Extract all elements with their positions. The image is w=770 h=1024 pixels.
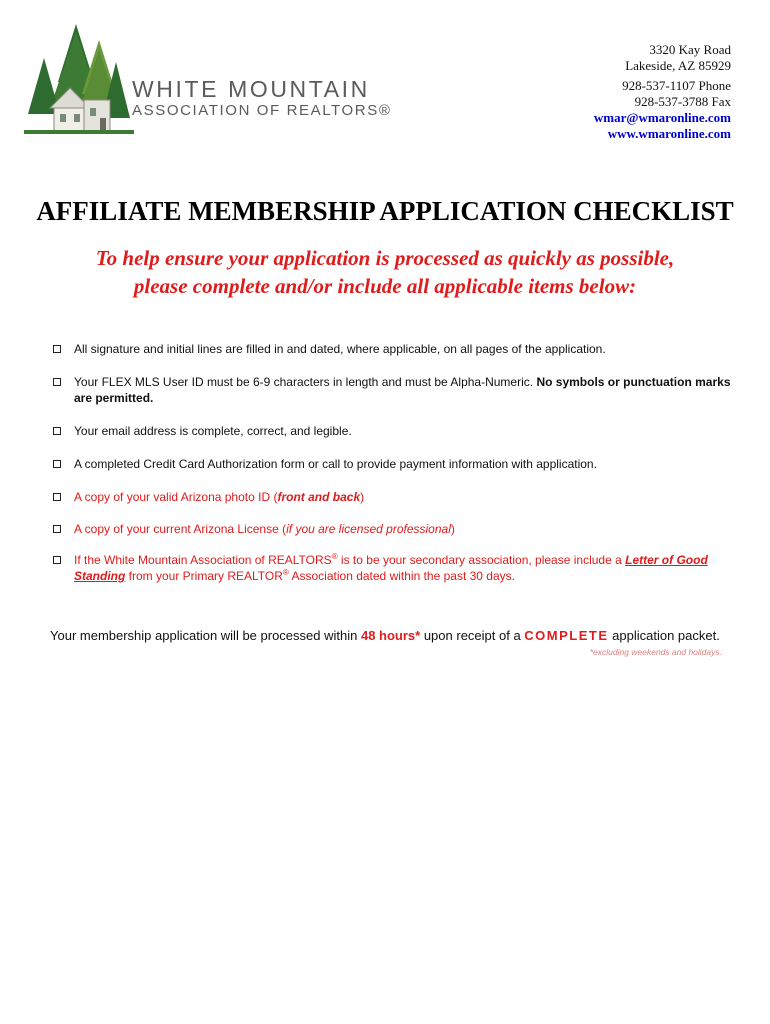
logo-line1: WHITE MOUNTAIN	[132, 76, 370, 102]
subtitle-line2: please complete and/or include all applicable items below:	[133, 274, 637, 298]
subtitle	[0, 244, 770, 300]
checklist-item-signatures	[50, 341, 750, 357]
checkbox-icon[interactable]	[53, 493, 61, 501]
item-text: A completed Credit Card Authorization form or call to provide payment information with application.	[74, 457, 597, 471]
footnote: *excluding weekends and holidays.	[589, 647, 722, 657]
checkbox-icon[interactable]	[53, 556, 61, 564]
item-text: All signature and initial lines are filled in and dated, where applicable, on all pages of the application.	[74, 342, 606, 356]
checkbox-icon[interactable]	[53, 460, 61, 468]
checklist-item-letter-of-good-standing	[50, 552, 750, 584]
contact-block	[594, 42, 731, 142]
item-text: Your FLEX MLS User ID must be 6-9 characters in length and must be Alpha-Numeric. No symbols or punctuation marks are permitted.	[74, 375, 731, 405]
street-address: 3320 Kay Road	[649, 42, 731, 57]
logo-line2: ASSOCIATION OF REALTORS®	[132, 102, 392, 119]
item-text: A copy of your current Arizona License (if you are licensed professional)	[74, 522, 455, 536]
checklist-item-photo-id	[50, 489, 750, 505]
checklist-item-flex-mls	[50, 374, 750, 406]
email-link[interactable]: wmar@wmaronline.com	[593, 110, 731, 125]
processing-note: Your membership application will be processed within 48 hours* upon receipt of a COMPLETE application packet.	[50, 628, 720, 643]
checkbox-icon[interactable]	[53, 345, 61, 353]
checkbox-icon[interactable]	[53, 427, 61, 435]
item-text: If the White Mountain Association of REALTORS® is to be your secondary association, please include a Letter of Good Standing from your Primary REALTOR® Association dated within the past 30 days.	[74, 552, 708, 583]
page-title: AFFILIATE MEMBERSHIP APPLICATION CHECKLIST	[36, 196, 734, 226]
item-text: A copy of your valid Arizona photo ID (front and back)	[74, 490, 365, 504]
checklist-item-credit-card	[50, 456, 750, 472]
checkbox-icon[interactable]	[53, 525, 61, 533]
tree-house-icon	[24, 22, 134, 138]
phone-number: 928-537-1107 Phone	[622, 78, 731, 93]
item-text: Your email address is complete, correct, and legible.	[74, 424, 352, 438]
checklist-item-email	[50, 423, 750, 439]
association-logo	[24, 22, 394, 138]
city-address: Lakeside, AZ 85929	[625, 58, 731, 73]
checklist-item-license	[50, 521, 750, 537]
fax-number: 928-537-3788 Fax	[634, 94, 731, 109]
checkbox-icon[interactable]	[53, 378, 61, 386]
subtitle-line1: To help ensure your application is processed as quickly as possible,	[95, 246, 675, 270]
website-link[interactable]: www.wmaronline.com	[607, 126, 731, 141]
